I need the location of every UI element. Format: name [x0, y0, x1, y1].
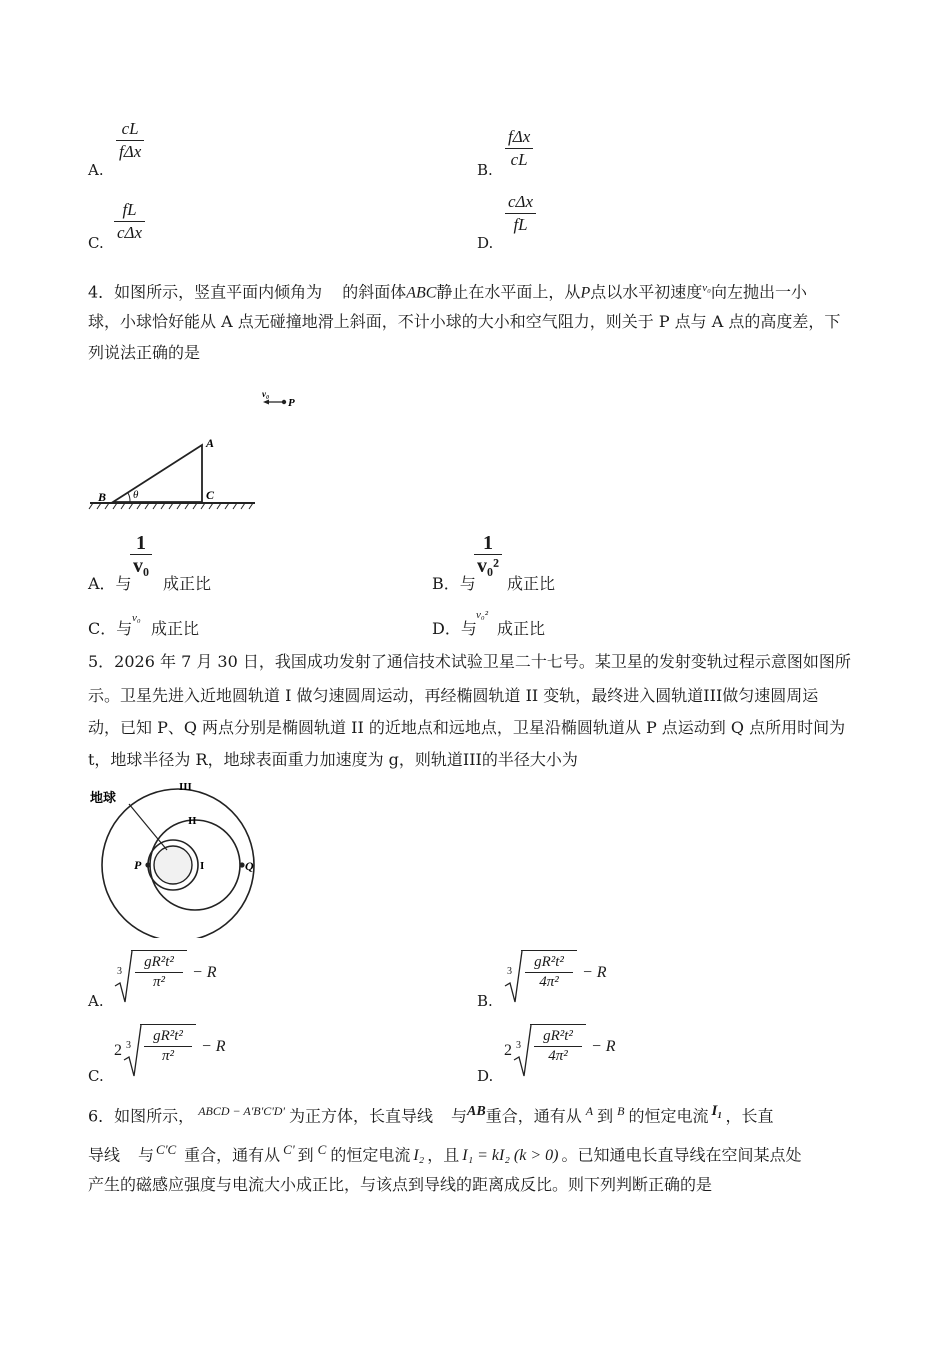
q6-line-2: 导线 与 $^{C'C}$ 重合，通有从 $^{C'}$ 到 $^C$ 的恒定电流 I₂ ，且 I₁ = kI₂ (k > 0) 。已知通电长直导线在空间某点处: [88, 1142, 802, 1165]
q5-line-2: 示。卫星先进入近地圆轨道 I 做匀速圆周运动，再经椭圆轨道 II 变轨，最终进入圆轨道III做匀速圆周运: [88, 686, 819, 705]
q5-option-c-label: C.: [88, 1067, 104, 1085]
q4-option-a-label: A．与: [88, 574, 132, 593]
q5-orbit-figure: [85, 778, 275, 938]
q5-option-b-root: 3 gR²t² 4π² − R: [502, 944, 612, 1004]
earth: [154, 846, 192, 884]
q3-option-a-fraction: cL fΔx: [116, 118, 144, 163]
point-c-label: C: [206, 488, 215, 502]
q4-option-a-suffix: 成正比: [163, 574, 212, 593]
q4-option-d-label: D．与: [432, 619, 477, 638]
orbit-iii-label: III: [179, 781, 192, 793]
q5-option-b-label: B.: [477, 992, 493, 1010]
point-p-dot: [145, 862, 150, 867]
q3-option-c-fraction: fL cΔx: [114, 199, 145, 244]
orbit-i-label: I: [200, 860, 205, 872]
q5-option-d-label: D.: [477, 1067, 494, 1085]
q3-option-c-label: C.: [88, 234, 104, 252]
q4-option-d-suffix: 成正比: [497, 619, 546, 638]
incline-triangle: [113, 445, 202, 502]
q4-option-c-label: C．与: [88, 619, 133, 638]
q5-line-4: t，地球半径为 R，地球表面重力加速度为 g，则轨道III的半径大小为: [88, 750, 578, 769]
point-q-dot: [239, 862, 244, 867]
q6-line-3: 产生的磁感应强度与电流大小成正比，与该点到导线的距离成反比。则下列判断正确的是: [88, 1175, 713, 1194]
v0-label: v₀: [262, 389, 270, 399]
q4-option-b-suffix: 成正比: [507, 574, 556, 593]
q4-option-d-expr: v₀²: [476, 609, 489, 621]
q3-option-d-fraction: cΔx fL: [505, 191, 536, 236]
q4-option-b-label: B．与: [432, 574, 476, 593]
earth-label: 地球: [90, 791, 117, 806]
earth-pointer-line: [129, 804, 167, 850]
velocity-arrowhead: [263, 400, 269, 405]
point-q-label: Q: [245, 859, 254, 873]
q3-option-b-label: B.: [477, 161, 493, 179]
q4-incline-figure: [85, 385, 325, 515]
theta-label: θ: [133, 489, 139, 501]
q4-option-c-suffix: 成正比: [151, 619, 200, 638]
q4-option-c-expr: v₀: [132, 612, 141, 624]
q6-line-1: 6．如图所示， $^{ABCD - A'B'C'D'}$ 为正方体，长直导线 与$^{AB}$重合，通有从 $^A$ 到 $^B$ 的恒定电流 $^{I_1}$ ，长直: [88, 1103, 774, 1126]
q5-option-d-root: 2 3 gR²t² 4π² − R: [502, 1018, 622, 1078]
angle-arc: [128, 493, 130, 502]
q4-line-2: 球，小球恰好能从 A 点无碰撞地滑上斜面，不计小球的大小和空气阻力，则关于 P 点与 A 点的高度差，下: [88, 312, 841, 331]
q4-option-a-fraction: $\frac{1}{\text{v₀}}$: [130, 532, 152, 577]
q4-line-3: 列说法正确的是: [88, 343, 201, 362]
q4-option-b-fraction: $\frac{1}{\text{v₀²}}$: [474, 532, 502, 577]
q5-option-c-root: 2 3 gR²t² π² − R: [112, 1018, 232, 1078]
q3-option-b-fraction: fΔx cL: [505, 126, 533, 171]
point-p-label: P: [134, 858, 142, 872]
point-a-label: A: [206, 436, 215, 450]
q3-option-a-label: A.: [88, 161, 104, 179]
ball-p: [282, 400, 286, 404]
orbit-ii-label: II: [188, 815, 197, 827]
q4-line-1: 4．如图所示，竖直平面内倾角为 的斜面体ABC静止在水平面上，从P点以水平初速度$^{v_0}$向左抛出一小: [88, 282, 807, 302]
q5-line-3: 动，已知 P、Q 两点分别是椭圆轨道 II 的近地点和远地点，卫星沿椭圆轨道从 P 点运动到 Q 点所用时间为: [88, 718, 846, 737]
q5-option-a-root: 3 gR²t² π² − R: [112, 944, 222, 1004]
q3-option-d-label: D.: [477, 234, 494, 252]
point-b-label: B: [98, 490, 107, 504]
q5-option-a-label: A.: [88, 992, 104, 1010]
q5-line-1: 5．2026 年 7 月 30 日，我国成功发射了通信技术试验卫星二十七号。某卫星的发射变轨过程示意图如图所: [88, 652, 851, 671]
point-p-label: P: [288, 397, 295, 409]
